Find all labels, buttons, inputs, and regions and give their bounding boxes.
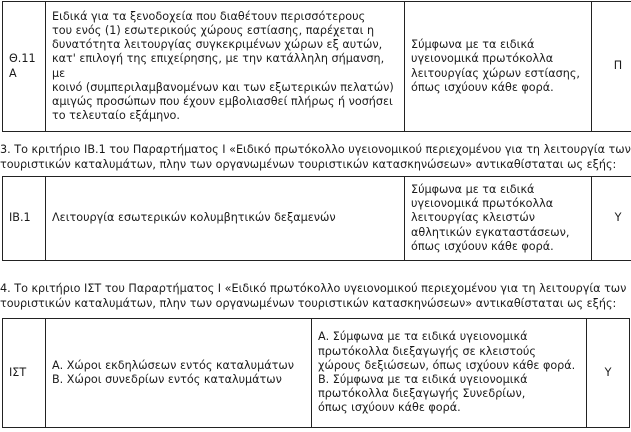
criterion-code: ΙΒ.1 <box>3 177 46 261</box>
table-row <box>3 319 630 428</box>
criterion-mark: Π <box>592 2 631 132</box>
criteria-table-ist <box>2 318 630 428</box>
criterion-description: Α. Χώροι εκδηλώσεων εντός καταλυμάτων Β. Χώροι συνεδρίων εντός καταλυμάτων <box>46 319 312 428</box>
table-row <box>3 177 631 261</box>
criterion-code: Θ.11 Α <box>3 2 46 132</box>
criterion-mark: Υ <box>587 319 630 428</box>
criteria-table-ib-1 <box>2 176 631 261</box>
paragraph-4: 4. Το κριτήριο ΙΣΤ του Παραρτήματος Ι «Ειδικό πρωτόκολλο υγειονομικού περιεχομένου για τη λειτουργία των τουριστικών καταλυμάτων, πλην των οργανωμένων τουριστικών κατασκηνώσεων» αντικαθίσταται ως εξής: <box>0 282 627 310</box>
criterion-protocol: Σύμφωνα με τα ειδικά υγειονομικά πρωτόκολλα λειτουργίας χώρων εστίασης, όπως ισχύουν κάθε φορά. <box>405 2 592 132</box>
criterion-protocol: Α. Σύμφωνα με τα ειδικά υγειονομικά πρωτόκολλα διεξαγωγής σε κλειστούς χώρους δεξιώσεων, όπως ισχύουν κάθε φορά. Β. Σύμφωνα με τα ειδικά υγειονομικά πρωτόκολλα διεξαγωγής Συνεδρίων, όπως ισχύουν κάθε φορά. <box>312 319 587 428</box>
criterion-description: Ειδικά για τα ξενοδοχεία που διαθέτουν περισσότερους του ενός (1) εσωτερικούς χώρους εστίασης, παρέχεται η δυνατότητα λειτουργίας συγκεκριμένων χώρων εξ αυτών, κατ' επιλογή της επιχείρησης, με την κατάλληλη σήμανση, με κοινό (συμπεριλαμβανομένων και των εξωτερικών πελατών) αμιγώς προσώπων που έχουν εμβολιασθεί πλήρως ή νοσήσει το τελευταίο εξάμηνο. <box>46 2 405 132</box>
criteria-table-theta-11a <box>2 1 631 132</box>
paragraph-3: 3. Το κριτήριο ΙΒ.1 του Παραρτήματος Ι «Ειδικό πρωτόκολλο υγειονομικού περιεχομένου για τη λειτουργία των τουριστικών καταλυμάτων, πλην των οργανωμένων τουριστικών κατασκηνώσεων» αντικαθίσταται ως εξής: <box>0 143 631 171</box>
criterion-protocol: Σύμφωνα με τα ειδικά υγειονομικά πρωτόκολλα λειτουργίας κλειστών αθλητικών εγκαταστάσεων, όπως ισχύουν κάθε φορά. <box>405 177 592 261</box>
criterion-description: Λειτουργία εσωτερικών κολυμβητικών δεξαμενών <box>46 177 405 261</box>
criterion-code: ΙΣΤ <box>3 319 46 428</box>
criterion-mark: Υ <box>592 177 631 261</box>
table-row <box>3 2 631 132</box>
